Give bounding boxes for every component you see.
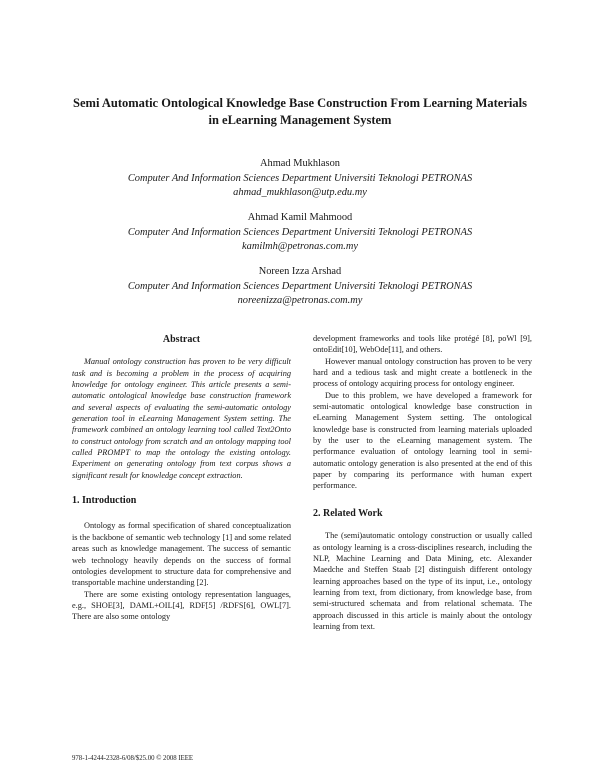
- author-email: noreenizza@petronas.com.my: [237, 295, 363, 306]
- right-column: [313, 333, 532, 632]
- abstract-heading: Abstract: [162, 334, 201, 345]
- author-name: Ahmad Kamil Mahmood: [247, 212, 353, 223]
- author-affiliation: Computer And Information Sciences Department Universiti Teknologi PETRONAS: [127, 172, 473, 184]
- left-column: [72, 330, 291, 623]
- author-block-1: [60, 157, 540, 201]
- author-email: ahmad_mukhlason@utp.edu.my: [233, 187, 367, 198]
- author-block-2: [60, 211, 540, 255]
- introduction-heading: 1. Introduction: [72, 495, 137, 507]
- author-name: Noreen Izza Arshad: [258, 266, 342, 277]
- introduction-paragraph-2: There are some existing ontology representation languages, e.g., SHOE[3], DAML+OIL[4], RDF[5] /RDFS[6], OWL[7]. There are also some ontology: [72, 589, 291, 622]
- introduction-paragraph-3: However manual ontology construction has proven to be very hard and a tedious task and might create a bottleneck in the process of ontology acquiring process for ontology engineer.: [313, 356, 532, 389]
- related-work-heading: 2. Related Work: [313, 507, 383, 519]
- copyright-footer: 978-1-4244-2328-6/08/$25.00 © 2008 IEEE: [72, 755, 194, 762]
- related-work-paragraph-1: The (semi)automatic ontology construction or usually called as ontology learning is a cross-disciplines research, including the NLP, Machine Learning and Data Mining, etc. Alexander Maedche and Steffen Staab [2] distinguish different ontology learning approaches based on the type of its input, i.e., ontology learning from text, from dictionary, from knowledge base, from semi-structured schemata and from relational schemata. The approach discussed in this article is mainly about the ontology learning from text.: [313, 531, 532, 631]
- introduction-paragraph-1: Ontology as formal specification of shared conceptualization is the backbone of semantic web technology [1] and some related areas such as knowledge management. The success of semantic web technology heavily depends on the success of formal ontologies development to structure data for comprehensive and transportable machine understanding [2].: [72, 521, 291, 588]
- author-affiliation: Computer And Information Sciences Department Universiti Teknologi PETRONAS: [127, 280, 473, 292]
- abstract-text: Manual ontology construction has proven to be very difficult task and is becoming a problem in the process of acquiring knowledge for ontology engineer. This article presents a semi-automatic ontological knowledge base construction framework and several aspects of evaluating the semi-automatic ontology generation tool in eLearning Management System setting. The framework combined an ontology learning tool called Text2Onto to construct ontology from scratch and an ontology mapping tool called PROMPT to map the ontology the existing ontology. Experiment on generating ontology from text corpus shows a significant result for knowledge concept extraction.: [72, 357, 291, 480]
- author-block-3: [60, 265, 540, 309]
- author-affiliation: Computer And Information Sciences Department Universiti Teknologi PETRONAS: [127, 226, 473, 238]
- introduction-paragraph-4: Due to this problem, we have developed a framework for semi-automatic ontological knowledge base construction in eLearning Management System setting. The ontological knowledge base is constructed from learning materials uploaded by the user to the eLearning management system. The performance evaluation of ontology learning tool in semi-automatic ontology generation is also presented at the end of this paper by comparing its performance with human expert performance.: [313, 390, 532, 491]
- paper-title: Semi Automatic Ontological Knowledge Base Construction From Learning Materials in eLearning Management System: [73, 96, 527, 127]
- author-name: Ahmad Mukhlason: [260, 158, 340, 169]
- introduction-paragraph-continued: development frameworks and tools like protégé [8], poWl [9], ontoEdit[10], WebOde[11], and others.: [313, 334, 532, 355]
- author-email: kamilmh@petronas.com.my: [242, 241, 358, 252]
